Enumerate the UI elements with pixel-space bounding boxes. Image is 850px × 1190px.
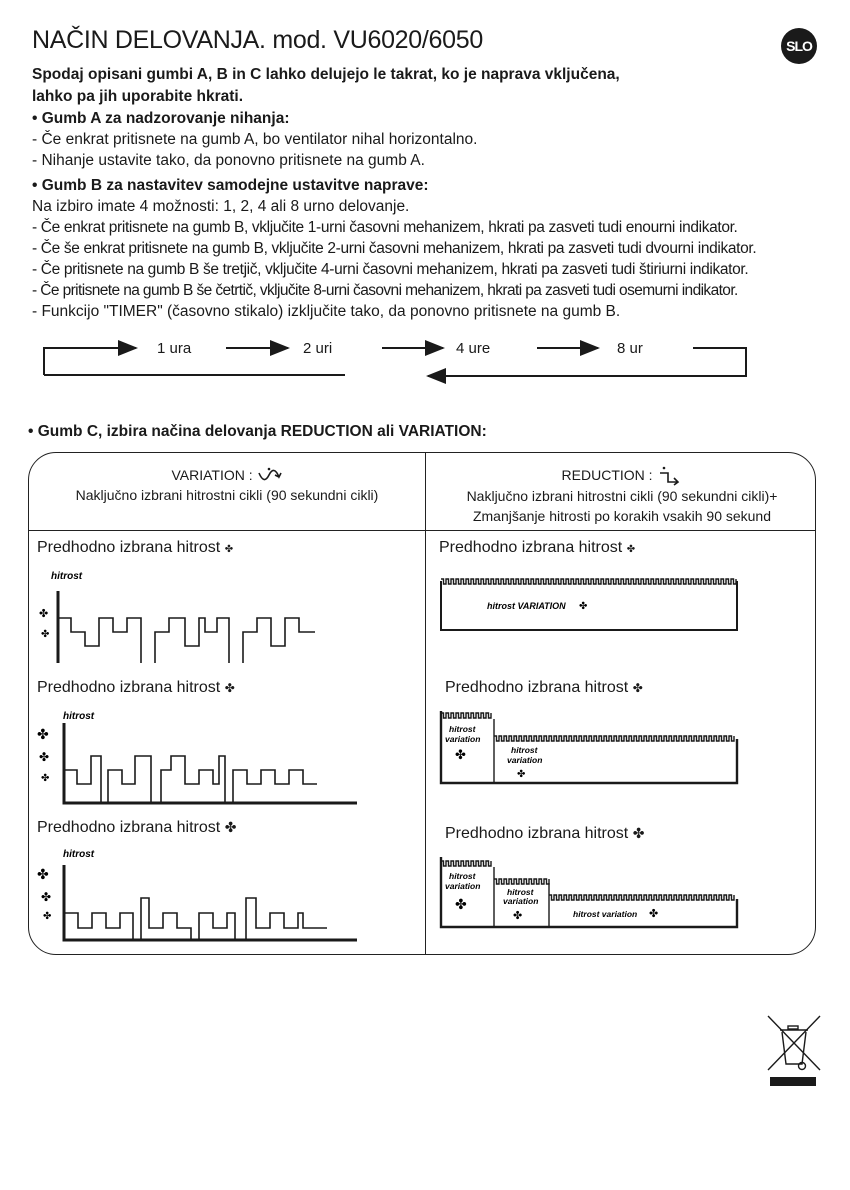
fan-speed-2-icon: ✤ [39,750,50,764]
reduction-header [427,465,817,526]
reduction-label: REDUCTION : [561,467,653,483]
fan-speed-3-icon: ✤ [224,819,237,835]
variation-label: variation [445,734,481,744]
timer-flow-arrows [0,330,850,390]
hitrost-label: hitrost [449,724,476,734]
fan-speed-1-icon: ✤ [41,773,50,784]
hitrost-variation-label: hitrost variation [573,909,638,919]
button-b-line: - Funkcijo "TIMER" (časovno stikalo) izključite tako, da ponovno pritisnete na gumb B. [32,303,621,320]
reduction-description-1: Naključno izbrani hitrostni cikli (90 sekundni cikli)+ [466,488,778,505]
row3-left-title [37,819,236,837]
timer-step-3: 4 ure [456,340,491,357]
fan-speed-3-icon: ✤ [37,866,49,882]
fan-speed-1-icon: ✤ [626,544,636,555]
button-b-line: - Če pritisnete na gumb B še tretjič, vključite 4-urni časovni mehanizem, hkrati pa zasveti tudi štiriurni indikator. [32,261,749,278]
button-c-heading-mid: ali [372,423,399,440]
speed-variation-pulses [494,736,734,741]
button-a-section [32,108,832,171]
row2-reduction-chart [439,709,749,789]
reduction-description-2: Zmanjšanje hitrosti po korakih vsakih 90 sekund [472,508,772,525]
row2-left-title-text: Predhodno izbrana hitrost [37,679,221,696]
fan-speed-icon: ✤ [579,601,588,612]
variation-label: variation [507,755,543,765]
button-a-line: - Če enkrat pritisnete na gumb A, bo ventilator nihal horizontalno. [32,131,478,148]
row1-reduction-chart [439,575,749,635]
speed-variation-pulses [441,713,491,718]
speed-variation-pulses [441,579,736,584]
fan-speed-1-icon: ✤ [649,908,659,920]
button-c-heading-prefix: • Gumb C, izbira načina delovanja [28,423,281,440]
intro-line-2: lahko pa jih uporabite hkrati. [32,88,244,105]
column-divider [425,453,426,954]
row1-variation-chart [37,563,357,663]
timer-flow-diagram [0,330,850,390]
variation-description: Naključno izbrani hitrostni cikli (90 sekundni cikli) [75,487,379,504]
mode-comparison-table [28,452,816,955]
row1-left-title-text: Predhodno izbrana hitrost [37,539,221,556]
fan-speed-2-icon: ✤ [517,769,526,780]
weee-crossed-bin-icon [766,1014,822,1088]
page-title: NAČIN DELOVANJA. mod. VU6020/6050 [32,26,483,54]
button-b-line: - Če pritisnete na gumb B še četrtič, vključite 8-urni časovni mehanizem, hkrati pa zasveti tudi osemurni indikator. [32,282,738,299]
button-b-heading: • Gumb B za nastavitev samodejne ustavitve naprave: [32,177,429,194]
axis-label-hitrost: hitrost [51,571,83,582]
row2-right-title [445,679,643,697]
row3-right-title-text: Predhodno izbrana hitrost [445,825,629,842]
button-b-line: - Če enkrat pritisnete na gumb B, vključite 1-urni časovni mehanizem, hkrati pa zasveti tudi enourni indikator. [32,219,738,236]
axis-label-hitrost: hitrost [63,849,95,860]
axis-label-hitrost: hitrost [63,711,95,722]
button-a-heading: • Gumb A za nadzorovanje nihanja: [32,110,290,127]
fan-speed-1-icon: ✤ [224,544,234,555]
intro-text [32,64,772,108]
timer-step-2: 2 uri [303,340,333,357]
variation-label: VARIATION : [171,467,253,483]
fan-speed-3-icon: ✤ [455,896,467,912]
hitrost-label: hitrost [507,887,534,897]
hitrost-label: hitrost [449,871,476,881]
row2-right-title-text: Predhodno izbrana hitrost [445,679,629,696]
variation-header [29,465,425,505]
reduction-step-icon [656,466,682,486]
button-b-line: Na izbiro imate 4 možnosti: 1, 2, 4 ali 8 urno delovanje. [32,198,410,215]
fan-speed-3-icon: ✤ [632,825,645,841]
speed-variation-pulses [494,879,549,884]
row2-variation-chart [37,707,357,807]
language-badge: SLO [781,28,817,64]
timer-step-1: 1 ura [157,340,192,357]
fan-speed-2-icon: ✤ [41,890,52,904]
fan-speed-2-icon: ✤ [632,681,643,695]
row3-right-title [445,825,644,843]
button-b-line: - Če še enkrat pritisnete na gumb B, vključite 2-urni časovni mehanizem, hkrati pa zasveti tudi dvourni indikator. [32,240,757,257]
variation-keyword: VARIATION: [398,423,487,440]
speed-variation-pulses [549,895,734,900]
button-b-section [32,175,832,322]
speed-variation-pulses [441,861,491,866]
variation-label: variation [445,881,481,891]
fan-speed-2-icon: ✤ [39,608,49,620]
fan-speed-2-icon: ✤ [224,681,235,695]
fan-speed-1-icon: ✤ [43,911,52,922]
variation-label: variation [503,896,539,906]
fan-speed-2-icon: ✤ [513,910,523,922]
row2-left-title [37,679,235,697]
row3-variation-chart [37,845,357,945]
intro-line-1: Spodaj opisani gumbi A, B in C lahko delujejo le takrat, ko je naprava vključena, [32,66,620,83]
fan-speed-1-icon: ✤ [41,629,50,640]
header-divider [29,530,815,531]
button-a-line: - Nihanje ustavite tako, da ponovno pritisnete na gumb A. [32,152,425,169]
row3-reduction-chart [439,855,749,935]
row1-left-title [37,539,233,557]
timer-step-4: 8 ur [617,340,643,357]
row1-right-title [439,539,635,557]
button-c-heading [28,423,487,441]
variation-wave-icon [257,467,283,485]
fan-speed-3-icon: ✤ [37,726,49,742]
fan-speed-3-icon: ✤ [455,747,466,762]
hitrost-label: hitrost [511,745,538,755]
row3-left-title-text: Predhodno izbrana hitrost [37,819,221,836]
row1-right-title-text: Predhodno izbrana hitrost [439,539,623,556]
reduction-keyword: REDUCTION [280,423,373,440]
hitrost-variation-label: hitrost VARIATION [487,601,566,611]
